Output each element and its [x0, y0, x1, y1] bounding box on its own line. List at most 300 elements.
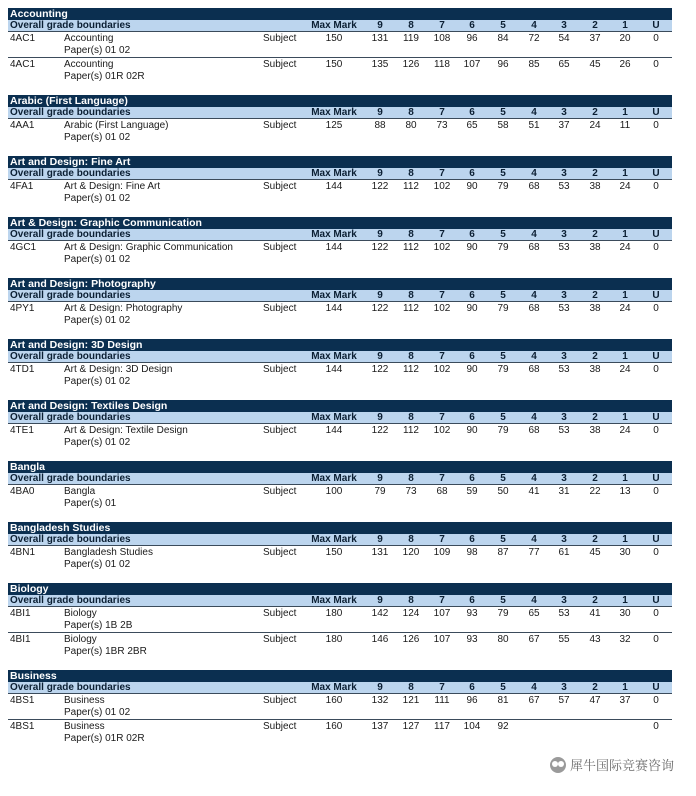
header-grade: 7	[439, 290, 445, 301]
header-max-mark: Max Mark	[311, 351, 357, 362]
header-grade: U	[652, 107, 660, 118]
table-row	[8, 719, 672, 745]
grade-boundary: 93	[466, 634, 478, 645]
header-grade: U	[652, 351, 660, 362]
header-grade: 4	[531, 682, 537, 693]
header-grade: 3	[561, 229, 567, 240]
qualification-type: Subject	[263, 721, 297, 732]
header-grade: 5	[500, 107, 506, 118]
header-grade: U	[652, 473, 660, 484]
header-overall-label: Overall grade boundaries	[10, 20, 131, 31]
grade-header-row	[8, 682, 672, 694]
header-grade: 4	[531, 290, 537, 301]
qualification-name: Biology	[64, 634, 97, 645]
grade-boundary: 0	[653, 120, 659, 131]
header-grade: 2	[592, 534, 598, 545]
header-grade: 9	[377, 412, 383, 423]
grade-header-row	[8, 290, 672, 302]
header-grade: 9	[377, 682, 383, 693]
header-grade: 5	[500, 168, 506, 179]
table-row	[8, 119, 672, 144]
header-grade: 9	[377, 168, 383, 179]
qualification-papers: Paper(s) 01 02	[64, 437, 131, 448]
header-grade: 4	[531, 595, 537, 606]
header-grade: 3	[561, 473, 567, 484]
subject-title: Arabic (First Language)	[8, 95, 672, 107]
header-grade: 1	[622, 351, 628, 362]
subject-title: Art & Design: Graphic Communication	[8, 217, 672, 229]
qualification-papers: Paper(s) 01 02	[64, 193, 131, 204]
grade-boundary: 79	[497, 181, 509, 192]
grade-boundary: 41	[589, 608, 601, 619]
header-grade: 7	[439, 412, 445, 423]
table-row	[8, 57, 672, 83]
grade-boundary: 0	[653, 721, 659, 732]
qualification-type: Subject	[263, 608, 297, 619]
grade-boundary: 117	[434, 721, 450, 732]
header-grade: 3	[561, 20, 567, 31]
subject-title: Art and Design: Fine Art	[8, 156, 672, 168]
header-grade: 5	[500, 473, 506, 484]
qualification-papers: Paper(s) 01 02	[64, 254, 131, 265]
grade-boundary: 30	[619, 547, 631, 558]
header-grade: 3	[561, 290, 567, 301]
table-row	[8, 32, 672, 57]
header-grade: 1	[622, 168, 628, 179]
qualification-title	[64, 695, 130, 719]
grade-boundary: 65	[528, 608, 540, 619]
grade-boundary: 53	[558, 242, 570, 253]
header-grade: 7	[439, 168, 445, 179]
qualification-type: Subject	[263, 425, 297, 436]
grade-boundary: 54	[558, 33, 570, 44]
qualification-type: Subject	[263, 303, 297, 314]
header-grade: 2	[592, 20, 598, 31]
max-mark: 125	[325, 120, 343, 131]
header-grade: 9	[377, 534, 383, 545]
grade-boundary: 0	[653, 547, 659, 558]
header-grade: 1	[622, 595, 628, 606]
grade-boundary: 79	[374, 486, 386, 497]
header-grade: 3	[561, 107, 567, 118]
qualification-papers: Paper(s) 01	[64, 498, 117, 509]
header-grade: 7	[439, 595, 445, 606]
qualification-papers: Paper(s) 01 02	[64, 707, 131, 718]
header-grade: 7	[439, 20, 445, 31]
grade-boundary: 68	[436, 486, 448, 497]
grade-boundary: 102	[433, 364, 451, 375]
qualification-name: Art & Design: 3D Design	[64, 364, 173, 375]
watermark	[550, 755, 674, 774]
grade-boundary: 112	[403, 425, 419, 436]
grade-boundary: 73	[405, 486, 417, 497]
grade-boundary: 119	[403, 33, 419, 44]
subject-section	[8, 400, 672, 449]
grade-boundary: 0	[653, 181, 659, 192]
subject-title: Art and Design: 3D Design	[8, 339, 672, 351]
grade-boundary: 122	[371, 242, 389, 253]
grade-header-row	[8, 229, 672, 241]
header-max-mark: Max Mark	[311, 107, 357, 118]
grade-boundary: 90	[466, 425, 478, 436]
qualification-type: Subject	[263, 486, 297, 497]
header-grade: 7	[439, 107, 445, 118]
max-mark: 144	[325, 425, 343, 436]
grade-boundary: 11	[619, 120, 631, 131]
grade-boundary: 111	[434, 695, 450, 706]
header-overall-label: Overall grade boundaries	[10, 412, 131, 423]
subject-section	[8, 278, 672, 327]
grade-boundary: 72	[528, 33, 540, 44]
header-grade: 4	[531, 107, 537, 118]
header-grade: 2	[592, 351, 598, 362]
header-grade: 7	[439, 473, 445, 484]
header-grade: 7	[439, 229, 445, 240]
table-row	[8, 241, 672, 266]
header-grade: 4	[531, 20, 537, 31]
header-overall-label: Overall grade boundaries	[10, 107, 131, 118]
grade-boundary: 142	[371, 608, 389, 619]
table-row	[8, 694, 672, 719]
qualification-papers: Paper(s) 01 02	[64, 315, 131, 326]
grade-boundary: 0	[653, 59, 659, 70]
grade-boundary: 38	[589, 303, 601, 314]
grade-boundary: 0	[653, 364, 659, 375]
qualification-code: 4PY1	[10, 303, 35, 314]
header-grade: 5	[500, 351, 506, 362]
qualification-title	[64, 120, 169, 144]
grade-boundary: 68	[528, 364, 540, 375]
grade-boundary: 47	[589, 695, 601, 706]
header-max-mark: Max Mark	[311, 290, 357, 301]
grade-boundary: 50	[497, 486, 509, 497]
header-grade: 8	[408, 290, 414, 301]
grade-boundary: 65	[466, 120, 478, 131]
grade-boundary: 79	[497, 608, 509, 619]
grade-boundary: 96	[466, 33, 478, 44]
header-grade: 9	[377, 107, 383, 118]
subject-section	[8, 670, 672, 745]
header-grade: 3	[561, 534, 567, 545]
grade-boundary: 59	[466, 486, 478, 497]
grade-boundary: 122	[371, 303, 389, 314]
header-grade: 4	[531, 351, 537, 362]
grade-boundary: 135	[371, 59, 389, 70]
header-grade: 5	[500, 595, 506, 606]
subject-section	[8, 8, 672, 83]
grade-boundary: 31	[558, 486, 570, 497]
header-grade: 1	[622, 534, 628, 545]
grade-boundary: 96	[497, 59, 509, 70]
table-row	[8, 485, 672, 510]
grade-boundary: 112	[403, 181, 419, 192]
header-grade: 9	[377, 473, 383, 484]
grade-boundary: 127	[402, 721, 420, 732]
grade-boundary: 137	[371, 721, 389, 732]
header-grade: 1	[622, 473, 628, 484]
qualification-name: Arabic (First Language)	[64, 120, 169, 131]
header-grade: 4	[531, 534, 537, 545]
header-overall-label: Overall grade boundaries	[10, 473, 131, 484]
qualification-name: Business	[64, 695, 105, 706]
qualification-type: Subject	[263, 181, 297, 192]
header-grade: 8	[408, 682, 414, 693]
header-grade: 4	[531, 412, 537, 423]
subject-title: Bangla	[8, 461, 672, 473]
max-mark: 144	[325, 303, 343, 314]
header-grade: 8	[408, 412, 414, 423]
subject-title: Business	[8, 670, 672, 682]
grade-boundary: 112	[403, 364, 419, 375]
max-mark: 144	[325, 242, 343, 253]
qualification-title	[64, 364, 172, 388]
subject-section	[8, 217, 672, 266]
grade-boundary: 87	[497, 547, 509, 558]
header-grade: 3	[561, 682, 567, 693]
max-mark: 180	[325, 608, 343, 619]
grade-boundary: 93	[466, 608, 478, 619]
header-overall-label: Overall grade boundaries	[10, 534, 131, 545]
header-grade: 3	[561, 595, 567, 606]
qualification-name: Business	[64, 721, 105, 732]
header-grade: 3	[561, 168, 567, 179]
grade-header-row	[8, 20, 672, 32]
qualification-papers: Paper(s) 01 02	[64, 559, 131, 570]
qualification-papers: Paper(s) 1B 2B	[64, 620, 133, 631]
qualification-name: Art & Design: Textile Design	[64, 425, 188, 436]
grade-header-row	[8, 168, 672, 180]
qualification-type: Subject	[263, 59, 297, 70]
qualification-code: 4AC1	[10, 33, 36, 44]
grade-boundary: 122	[371, 364, 389, 375]
header-grade: 9	[377, 229, 383, 240]
header-grade: 6	[469, 412, 475, 423]
table-row	[8, 180, 672, 205]
qualification-code: 4GC1	[10, 242, 37, 253]
header-max-mark: Max Mark	[311, 412, 357, 423]
header-grade: 8	[408, 595, 414, 606]
grade-boundary: 112	[403, 242, 419, 253]
header-grade: 6	[469, 351, 475, 362]
grade-boundary: 126	[402, 634, 420, 645]
grade-boundary: 124	[402, 608, 420, 619]
header-grade: 3	[561, 351, 567, 362]
grade-boundary: 102	[433, 181, 451, 192]
qualification-title	[64, 303, 182, 327]
header-grade: 7	[439, 351, 445, 362]
grade-boundary: 92	[497, 721, 509, 732]
header-grade: 1	[622, 682, 628, 693]
max-mark: 160	[325, 695, 343, 706]
grade-boundary: 109	[433, 547, 451, 558]
grade-boundary: 38	[589, 425, 601, 436]
grade-boundary: 84	[497, 33, 509, 44]
max-mark: 180	[325, 634, 343, 645]
grade-boundary: 73	[436, 120, 448, 131]
grade-boundary: 85	[528, 59, 540, 70]
max-mark: 144	[325, 364, 343, 375]
grade-boundary: 13	[619, 486, 631, 497]
grade-boundary: 38	[589, 364, 601, 375]
grade-boundary: 58	[497, 120, 509, 131]
header-grade: 2	[592, 412, 598, 423]
qualification-title	[64, 33, 130, 57]
header-grade: 3	[561, 412, 567, 423]
header-grade: 5	[500, 412, 506, 423]
qualification-title	[64, 721, 145, 745]
grade-boundary: 0	[653, 33, 659, 44]
grade-boundary: 53	[558, 364, 570, 375]
table-row	[8, 424, 672, 449]
grade-boundary: 108	[433, 33, 451, 44]
grade-boundary: 26	[619, 59, 631, 70]
grade-boundary: 131	[371, 33, 389, 44]
qualification-papers: Paper(s) 01 02	[64, 376, 131, 387]
grade-boundary: 45	[589, 547, 601, 558]
grade-boundary: 79	[497, 364, 509, 375]
qualification-type: Subject	[263, 33, 297, 44]
header-grade: 8	[408, 168, 414, 179]
qualification-title	[64, 608, 132, 632]
header-max-mark: Max Mark	[311, 473, 357, 484]
header-grade: 6	[469, 168, 475, 179]
subject-section	[8, 522, 672, 571]
subject-section	[8, 583, 672, 658]
qualification-name: Bangladesh Studies	[64, 547, 153, 558]
grade-boundary: 43	[589, 634, 601, 645]
header-grade: 2	[592, 168, 598, 179]
grade-boundary: 0	[653, 486, 659, 497]
qualification-name: Biology	[64, 608, 97, 619]
qualification-papers: Paper(s) 01R 02R	[64, 733, 145, 744]
table-row	[8, 302, 672, 327]
grade-boundary: 90	[466, 181, 478, 192]
grade-boundary: 77	[528, 547, 540, 558]
subject-section	[8, 95, 672, 144]
qualification-name: Art & Design: Fine Art	[64, 181, 161, 192]
subject-title: Biology	[8, 583, 672, 595]
header-grade: 8	[408, 229, 414, 240]
grade-boundary: 102	[433, 242, 451, 253]
header-grade: 6	[469, 595, 475, 606]
header-max-mark: Max Mark	[311, 20, 357, 31]
header-grade: 2	[592, 595, 598, 606]
qualification-papers: Paper(s) 01R 02R	[64, 71, 145, 82]
qualification-title	[64, 181, 160, 205]
header-grade: 8	[408, 20, 414, 31]
header-grade: 8	[408, 351, 414, 362]
header-grade: 1	[622, 290, 628, 301]
header-grade: U	[652, 412, 660, 423]
grade-boundary: 68	[528, 303, 540, 314]
grade-boundary: 20	[619, 33, 631, 44]
subject-title: Accounting	[8, 8, 672, 20]
grade-boundary: 0	[653, 608, 659, 619]
table-row	[8, 607, 672, 632]
grade-boundary: 53	[558, 181, 570, 192]
header-overall-label: Overall grade boundaries	[10, 290, 131, 301]
qualification-type: Subject	[263, 242, 297, 253]
header-grade: 6	[469, 473, 475, 484]
grade-boundary: 0	[653, 303, 659, 314]
header-grade: U	[652, 168, 660, 179]
header-grade: 6	[469, 534, 475, 545]
grade-boundary: 30	[619, 608, 631, 619]
qualification-name: Art & Design: Photography	[64, 303, 183, 314]
grade-boundary: 24	[619, 303, 631, 314]
grade-boundary: 102	[433, 303, 451, 314]
qualification-code: 4BI1	[10, 634, 31, 645]
header-overall-label: Overall grade boundaries	[10, 168, 131, 179]
grade-boundary: 122	[371, 425, 389, 436]
subject-section	[8, 339, 672, 388]
qualification-name: Accounting	[64, 33, 114, 44]
header-max-mark: Max Mark	[311, 595, 357, 606]
header-grade: 5	[500, 20, 506, 31]
header-grade: 6	[469, 290, 475, 301]
max-mark: 150	[325, 59, 343, 70]
subject-title: Art and Design: Photography	[8, 278, 672, 290]
qualification-papers: Paper(s) 01 02	[64, 132, 131, 143]
max-mark: 150	[325, 547, 343, 558]
subject-section	[8, 461, 672, 510]
max-mark: 144	[325, 181, 343, 192]
header-grade: 9	[377, 290, 383, 301]
grade-boundary: 0	[653, 242, 659, 253]
grade-boundary: 22	[589, 486, 601, 497]
grade-boundary: 37	[619, 695, 631, 706]
qualification-name: Art & Design: Graphic Communication	[64, 242, 233, 253]
header-grade: 1	[622, 229, 628, 240]
grade-boundary: 24	[619, 181, 631, 192]
header-grade: 5	[500, 290, 506, 301]
grade-boundary: 120	[402, 547, 420, 558]
grade-boundary: 80	[497, 634, 509, 645]
qualification-title	[64, 486, 116, 510]
qualification-code: 4BA0	[10, 486, 35, 497]
grade-boundary: 65	[558, 59, 570, 70]
qualification-code: 4AA1	[10, 120, 35, 131]
grade-boundary: 41	[528, 486, 540, 497]
grade-boundary: 67	[528, 634, 540, 645]
grade-boundary: 0	[653, 634, 659, 645]
grade-boundary: 24	[619, 242, 631, 253]
grade-boundary: 90	[466, 303, 478, 314]
wechat-icon	[550, 757, 566, 773]
grade-boundary: 88	[374, 120, 386, 131]
header-max-mark: Max Mark	[311, 682, 357, 693]
qualification-code: 4BS1	[10, 721, 35, 732]
header-grade: 6	[469, 107, 475, 118]
table-row	[8, 546, 672, 571]
header-grade: 1	[622, 20, 628, 31]
grade-boundary: 90	[466, 242, 478, 253]
qualification-code: 4FA1	[10, 181, 34, 192]
header-grade: 4	[531, 229, 537, 240]
qualification-code: 4BS1	[10, 695, 35, 706]
header-grade: 9	[377, 351, 383, 362]
grade-boundaries-document	[8, 8, 672, 757]
grade-boundary: 51	[528, 120, 540, 131]
grade-boundary: 53	[558, 608, 570, 619]
header-grade: 9	[377, 20, 383, 31]
grade-header-row	[8, 107, 672, 119]
grade-boundary: 90	[466, 364, 478, 375]
grade-boundary: 107	[433, 634, 451, 645]
qualification-code: 4TE1	[10, 425, 34, 436]
header-grade: 8	[408, 534, 414, 545]
table-row	[8, 363, 672, 388]
